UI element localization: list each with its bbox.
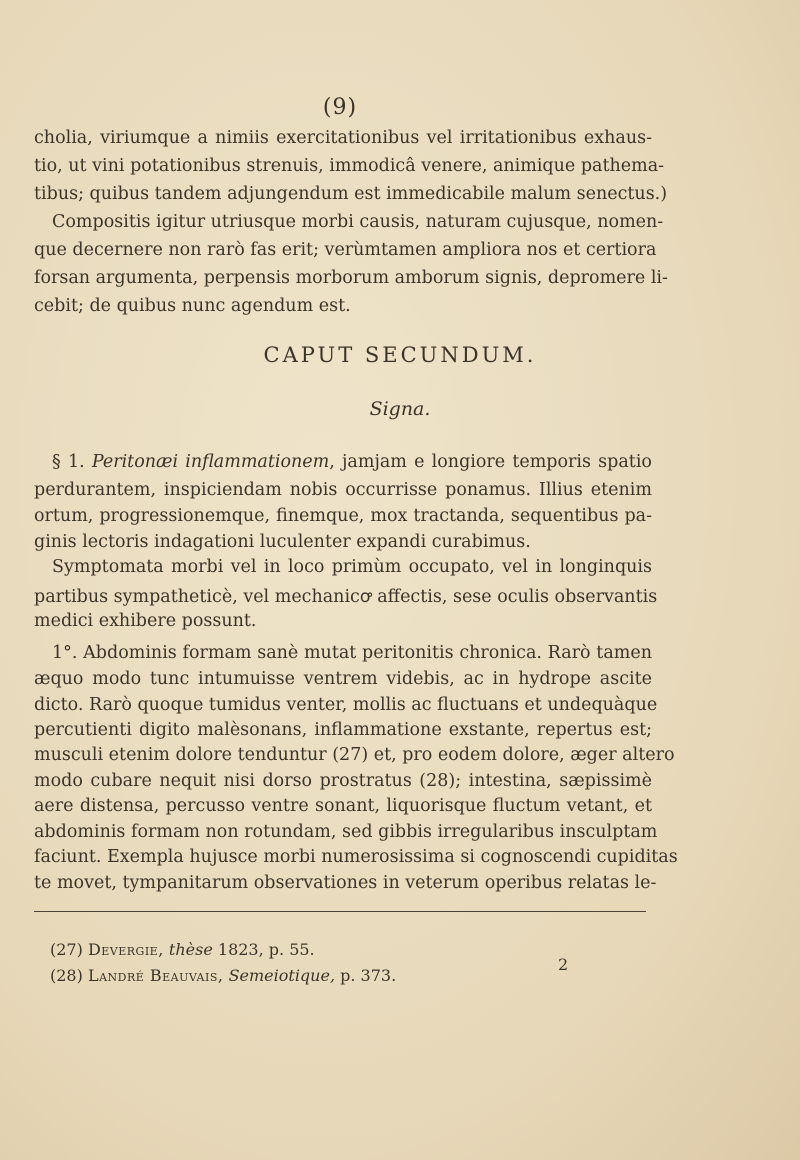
chapter-heading: CAPUT SECUNDUM. (263, 343, 537, 367)
text-line: que decernere non rarò fas erit; verùmtamen ampliora nos et certiora (34, 240, 657, 260)
signature-mark: 2 (558, 955, 569, 974)
italic-term: Peritonæi inflammationem (91, 452, 330, 472)
text-line: ginis lectoris indagationi luculenter expandi curabimus. (34, 532, 531, 552)
text-line: faciunt. Exempla hujusce morbi numerosissima si cognoscendi cupiditas (34, 847, 678, 867)
text-line: medici exhibere possunt. (34, 611, 257, 631)
text-line: abdominis formam non rotundam, sed gibbis irregularibus insculptam (34, 822, 658, 842)
text-line: aere distensa, percusso ventre sonant, liquorisque fluctum vetant, et (34, 796, 652, 816)
paragraph-first-line (52, 452, 652, 472)
text-line: ortum, progressionemque, finemque, mox tractanda, sequentibus pa- (34, 506, 652, 526)
footnote-work: thèse (168, 940, 213, 959)
text-span: , jamjam e longiore temporis spatio (329, 452, 652, 472)
footnote-number: (28) (50, 966, 83, 985)
text-line: cholia, viriumque a nimiis exercitationibus vel irritationibus exhaus- (34, 128, 652, 148)
text-line: te movet, tympanitarum observationes in veterum operibus relatas le- (34, 873, 657, 893)
text-line: modo cubare nequit nisi dorso prostratus (28); intestina, sæpissimè (34, 771, 652, 791)
text-line: partibus sympatheticè, vel mechanicꝍ affectis, sese oculis observantis (34, 587, 658, 607)
text-line: 1°. Abdominis formam sanè mutat peritonitis chronica. Rarò tamen (52, 643, 652, 663)
footnote-reference: p. 373. (340, 966, 397, 985)
footnote-author: Landré Beauvais, (87, 966, 224, 985)
footnote (50, 966, 396, 985)
text-line: cebit; de quibus nunc agendum est. (34, 296, 351, 316)
footnote-reference: 1823, p. 55. (217, 940, 315, 959)
footnote-work: Semeiotique, (228, 966, 336, 985)
section-marker: § 1. (52, 452, 85, 472)
footnote-number: (27) (50, 940, 83, 959)
footnote (50, 940, 315, 959)
footnote-author: Devergie, (87, 940, 164, 959)
text-line: percutienti digito malèsonans, inflammatione exstante, repertus est; (34, 720, 652, 740)
section-heading: Signa. (369, 398, 431, 420)
text-line: Compositis igitur utriusque morbi causis, naturam cujusque, nomen- (52, 212, 664, 232)
text-line: æquo modo tunc intumuisse ventrem videbis, ac in hydrope ascite (34, 669, 652, 689)
text-line: tibus; quibus tandem adjungendum est immedicabile malum senectus.) (34, 184, 668, 204)
footnote-rule (34, 911, 646, 912)
text-line: forsan argumenta, perpensis morborum amborum signis, depromere li- (34, 268, 668, 288)
text-line: perdurantem, inspiciendam nobis occurrisse ponamus. Illius etenim (34, 480, 652, 500)
text-line: musculi etenim dolore tenduntur (27) et, pro eodem dolore, æger altero (34, 745, 675, 765)
text-line: tio, ut vini potationibus strenuis, immodicâ venere, animique pathema- (34, 156, 665, 176)
text-line: Symptomata morbi vel in loco primùm occupato, vel in longinquis (52, 557, 652, 577)
page-number: (9) (322, 95, 358, 120)
text-line: dicto. Rarò quoque tumidus venter, mollis ac fluctuans et undequàque (34, 695, 658, 715)
